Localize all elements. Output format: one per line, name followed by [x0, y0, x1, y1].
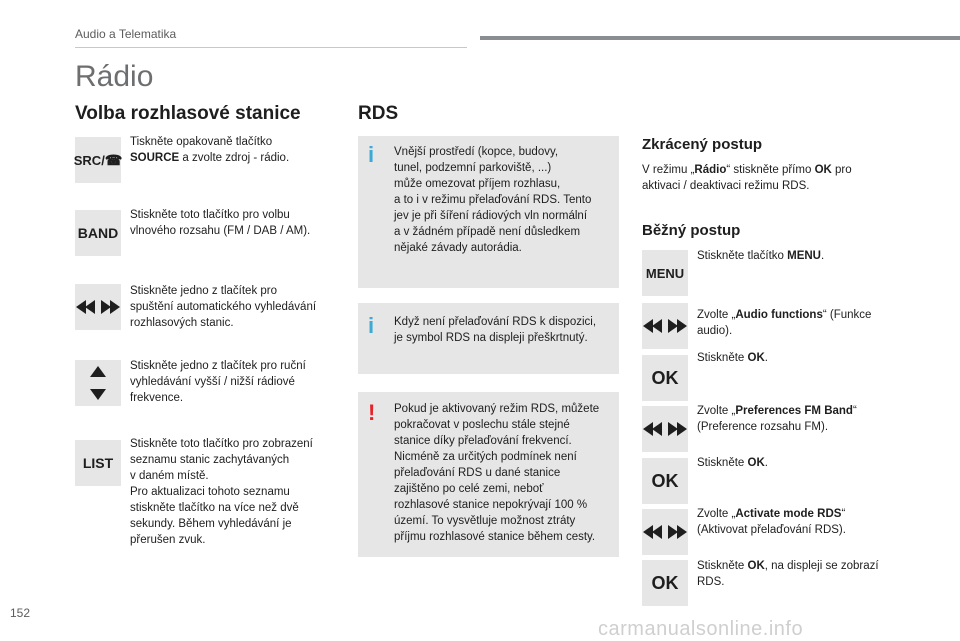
- step-text: Stiskněte OK.: [697, 352, 768, 364]
- step-text: Zvolte „Audio functions“ (Funkce audio).: [697, 309, 872, 337]
- menu-icon: MENU: [642, 250, 688, 296]
- short-text: V režimu „Rádio“ stiskněte přímo OK pro aktivaci / deaktivaci režimu RDS.: [642, 164, 852, 192]
- up-down-arrows-icon: [75, 360, 121, 406]
- step-text: Stiskněte OK, na displeji se zobrazí RDS.: [697, 560, 879, 588]
- warning-note: [358, 392, 619, 557]
- note-text: Když není přelaďování RDS k dispozici, je symbol RDS na displeji přeškrtnutý.: [394, 316, 597, 344]
- seek-arrows-icon: [75, 284, 121, 330]
- step-text: Zvolte „Activate mode RDS“ (Aktivovat přelaďování RDS).: [697, 508, 846, 536]
- left-item-text: Stiskněte jedno z tlačítek pro spuštění automatického vyhledávání rozhlasových stanic.: [130, 285, 317, 329]
- seek-arrows-icon: [642, 406, 688, 452]
- left-item-text: Tiskněte opakovaně tlačítko SOURCE a zvolte zdroj - rádio.: [130, 136, 290, 164]
- ok-icon: OK: [642, 458, 688, 504]
- band-icon: BAND: [75, 210, 121, 256]
- note-text: Vnější prostředí (kopce, budovy, tunel, podzemní parkoviště, ...) může omezovat příjem rozhlasu, a to i v režimu přelaďování RDS. Tento jev je při šíření rádiových vln normální a v žádném případě není důsledkem nějaké závady autorádia.: [394, 146, 592, 254]
- ok-icon: OK: [642, 560, 688, 606]
- header-divider: [75, 47, 467, 48]
- note-text: Pokud je aktivovaný režim RDS, můžete pokračovat v poslechu stále stejné stanice díky přelaďování frekvencí. Nicméně za určitých podmínek není přelaďování RDS u dané stanice zajištěno po celé zemi, neboť rozhlasové stanice nepokrývají 100 % území. To vysvětluje možnost ztráty příjmu rozhlasové stanice během cesty.: [394, 403, 600, 543]
- page-number: 152: [10, 606, 31, 620]
- warning-icon: !: [368, 400, 376, 425]
- watermark: carmanualsonline.info: [598, 618, 804, 640]
- left-item-text: Stiskněte toto tlačítko pro volbu vlnového rozsahu (FM / DAB / AM).: [130, 209, 311, 237]
- seek-arrows-icon: [642, 303, 688, 349]
- left-heading: Volba rozhlasové stanice: [75, 103, 301, 124]
- ok-icon: OK: [642, 355, 688, 401]
- info-note: [358, 136, 619, 288]
- seek-arrows-icon: [642, 509, 688, 555]
- info-note: [358, 303, 619, 374]
- normal-heading: Běžný postup: [642, 222, 741, 239]
- info-icon: i: [368, 142, 375, 167]
- left-item-text: Stiskněte jedno z tlačítek pro ruční vyhledávání vyšší / nižší rádiové frekvence.: [130, 360, 306, 404]
- step-text: Zvolte „Preferences FM Band“ (Preference rozsahu FM).: [697, 405, 857, 433]
- header-bar: [480, 36, 960, 40]
- section-header: Audio a Telematika: [75, 27, 177, 41]
- info-icon: i: [368, 313, 375, 338]
- src-phone-icon: SRC/ ☎: [75, 137, 121, 183]
- list-icon: LIST: [75, 440, 121, 486]
- step-text: Stiskněte OK.: [697, 457, 768, 469]
- rds-heading: RDS: [358, 103, 399, 124]
- page-title: Rádio: [75, 60, 154, 93]
- left-item-text: Stiskněte toto tlačítko pro zobrazení seznamu stanic zachytávaných v daném místě. Pro aktualizaci tohoto seznamu stiskněte tlačítko na více než dvě sekundy. Během vyhledávání je přerušen zvuk.: [130, 438, 313, 546]
- short-heading: Zkrácený postup: [642, 136, 763, 153]
- step-text: Stiskněte tlačítko MENU.: [697, 250, 825, 262]
